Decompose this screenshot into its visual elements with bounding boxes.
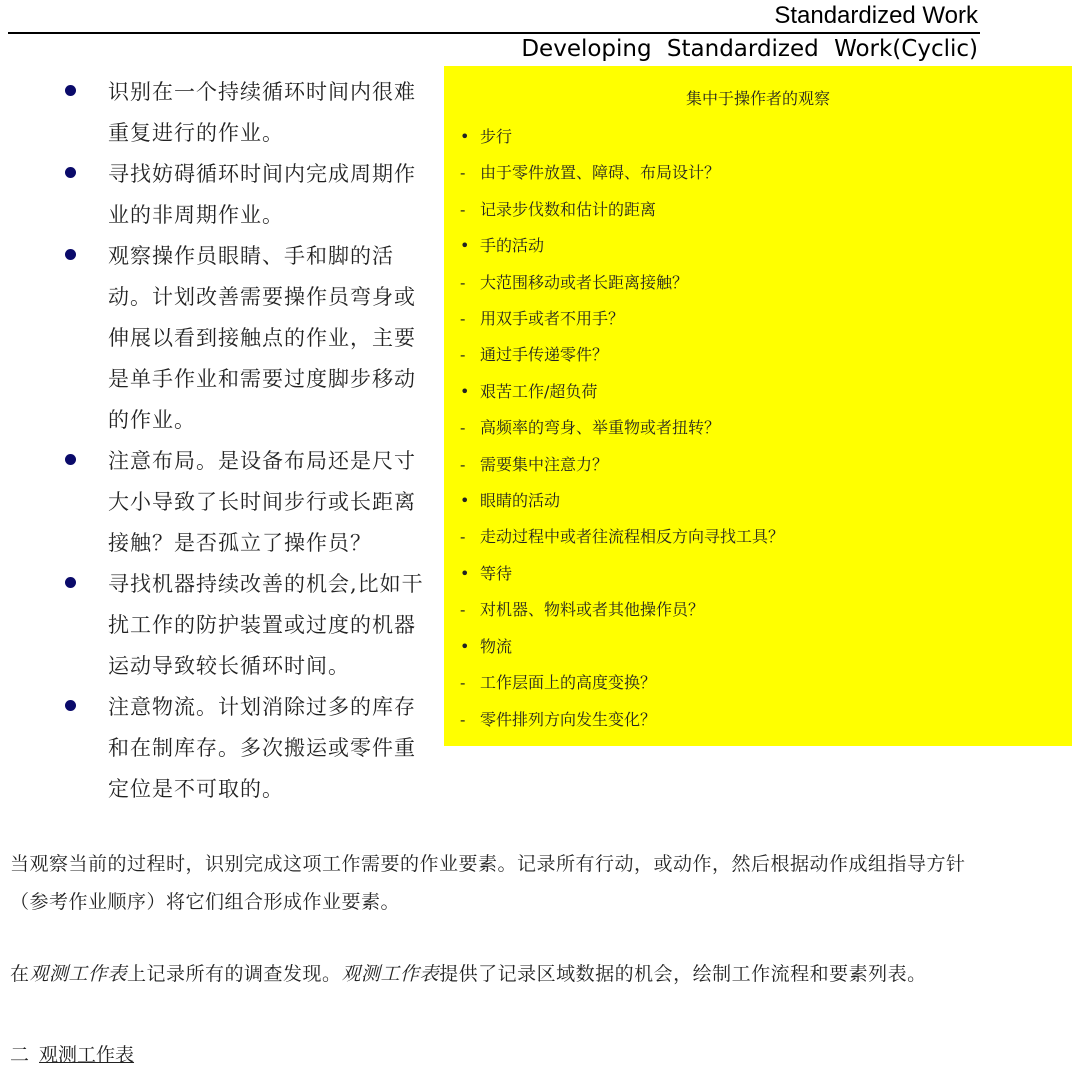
bullet-dot-icon [65,249,76,260]
dash-icon: - [460,600,466,620]
observation-text: 由于零件放置、障碍、布局设计？ [480,163,721,183]
observation-subitem [460,265,1072,301]
bullet-item [60,441,432,564]
dash-icon: - [460,709,466,729]
observation-text: 等待 [480,563,513,583]
observation-text: 对机器、物料或者其他操作员？ [480,600,705,620]
operator-observation-box [444,66,1072,746]
observation-subitem [460,702,1072,738]
observation-subitem [460,192,1072,228]
bullet-item [60,154,432,236]
bullet-text: 寻找机器持续改善的机会,比如干扰工作的防护装置或过度的机器运动导致较长循环时间。 [108,572,424,678]
observation-subitem [460,592,1072,628]
observation-subitem [460,519,1072,555]
observation-subitem [460,410,1072,446]
bullet-dot-icon [65,577,76,588]
observation-text: 大范围移动或者长距离接触？ [480,272,689,292]
dash-icon: - [460,163,466,183]
observation-category [460,119,1072,155]
bullet-text: 注意物流。计划消除过多的库存和在制库存。多次搬运或零件重定位是不可取的。 [108,695,416,801]
header-divider [8,32,980,34]
bullet-text: 寻找妨碍循环时间内完成周期作业的非周期作业。 [108,162,416,227]
header-title: Standardized Work [774,2,978,29]
sheet-term: 观测工作表 [29,963,128,985]
observation-category [460,556,1072,592]
observation-list [460,119,1072,738]
observation-category [460,228,1072,264]
dash-icon: - [460,345,466,365]
observation-text: 记录步伐数和估计的距离 [480,199,657,219]
dash-icon: - [460,309,466,329]
header-subtitle: Developing Standardized Work(Cyclic) [521,36,978,62]
sheet-term: 观测工作表 [341,963,440,985]
bullet-dot-icon [65,85,76,96]
observation-subitem [460,301,1072,337]
dash-icon: - [460,199,466,219]
observation-subitem [460,665,1072,701]
observation-text: 零件排列方向发生变化？ [480,709,657,729]
observation-category [460,629,1072,665]
observation-text: 用双手或者不用手？ [480,309,625,329]
bullet-item [60,72,432,154]
paragraph-text: 在 [10,963,30,985]
observation-text: 高频率的弯身、举重物或者扭转？ [480,418,721,438]
paragraph-text: 上记录所有的调查发现。 [127,963,342,985]
dash-icon: - [460,418,466,438]
observation-box-title: 集中于操作者的观察 [685,89,830,108]
bullet-text: 观察操作员眼睛、手和脚的活动。计划改善需要操作员弯身或伸展以看到接触点的作业，主要是单手作业和需要过度脚步移动的作业。 [108,244,416,432]
observation-subitem [460,155,1072,191]
bullet-icon: • [460,381,470,401]
observation-text: 工作层面上的高度变换？ [480,673,657,693]
section-number: 二 [10,1044,30,1066]
bullet-icon: • [460,563,470,583]
section-link-label: 观测工作表 [39,1044,135,1066]
bullet-dot-icon [65,167,76,178]
paragraph-observation-sheet [10,955,990,993]
guideline-bullet-list [60,72,432,810]
observation-subitem [460,337,1072,373]
bullet-icon: • [460,127,470,146]
bullet-dot-icon [65,454,76,465]
observation-text: 需要集中注意力？ [480,454,609,474]
paragraph-observe-process: 当观察当前的过程时，识别完成这项工作需要的作业要素。记录所有行动，或动作，然后根据动作成组指导方针（参考作业顺序）将它们组合形成作业要素。 [10,853,966,913]
observation-text: 眼睛的活动 [480,491,561,511]
observation-text: 手的活动 [480,236,545,256]
observation-text: 通过手传递零件？ [480,345,609,365]
observation-text: 艰苦工作/超负荷 [480,381,598,401]
bullet-text: 注意布局。是设备布局还是尺寸大小导致了长时间步行或长距离接触？是否孤立了操作员？ [108,449,416,555]
section-reference [10,1040,134,1067]
dash-icon: - [460,673,466,693]
bullet-item [60,687,432,810]
bullet-icon: • [460,491,470,511]
observation-category [460,483,1072,519]
bullet-text: 识别在一个持续循环时间内很难重复进行的作业。 [108,80,416,145]
observation-subitem [460,447,1072,483]
observation-text: 步行 [480,127,513,146]
bullet-item [60,236,432,441]
bullet-icon: • [460,636,470,656]
bullet-icon: • [460,236,470,256]
dash-icon: - [460,272,466,292]
bullet-dot-icon [65,700,76,711]
observation-text: 走动过程中或者往流程相反方向寻找工具？ [480,527,785,547]
dash-icon: - [460,454,466,474]
dash-icon: - [460,527,466,547]
bullet-item [60,564,432,687]
paragraph-text: 提供了记录区域数据的机会，绘制工作流程和要素列表。 [439,963,927,985]
observation-text: 物流 [480,636,513,656]
observation-category [460,374,1072,410]
